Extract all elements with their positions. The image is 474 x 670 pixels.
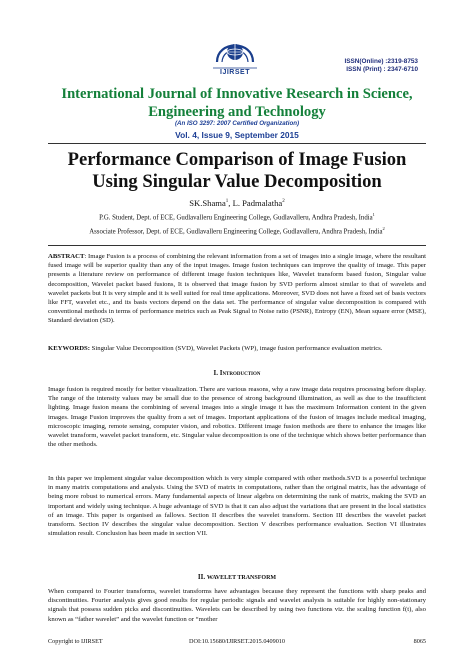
affiliation-2-mark: 2: [382, 226, 385, 231]
author-list: [0, 198, 474, 208]
issn-block: [344, 58, 418, 75]
affiliation-1-mark: 1: [372, 212, 375, 217]
keywords: [48, 344, 426, 353]
author-1-affiliation-mark: 1: [225, 199, 229, 205]
journal-name-line2: Engineering and Technology: [148, 104, 326, 120]
abstract-text: : Image Fusion is a process of combining the relevant information from a set of images into a single image, where the resultant fused image will be superior quality than any of the input images. Image fusion techniques can improve the quality of image. This paper presents a literature review on performance of different image fusion techniques like, Wavelet transform based fusion, Singular value decomposition, Wavelet packet based fusions, It is observed that image fusion by SVD perform almost similar to that of wavelets and wavelet packets but It is very simple and it is well suited for real time applications. Moreover, SVD does not have a fixed set of basis vectors like FFT, wavelet etc., and its basis vectors depend on the data set. The performance of singular value decomposition is compared with conventional methods in terms of performance metrics such as Peak Signal to Noise ratio (PSNR), Entropy (EN), Mean square error (MSE), Standard deviation (SD).: [48, 253, 426, 325]
wavelet-paragraph-1: When compared to Fourier transforms, wavelet transforms have advantages because they represent the functions with sharp peaks and discontinuities. Fourier analysis gives good results for regular periodic signals and wavelet analysis is suitable for highly non-stationary signals that possess sudden picks and discontinuities. Wavelets can be described by using two functions viz. the scaling function f(t), also known as “father wavelet” and the wavelet function or “mother: [48, 588, 426, 623]
section-1-heading: [0, 369, 474, 377]
affiliation-1: [0, 212, 474, 221]
author-2-affiliation-mark: 2: [282, 199, 285, 205]
keywords-label: KEYWORDS:: [48, 345, 90, 352]
section-1-title: Introduction: [219, 369, 261, 377]
abstract-label: ABSTRACT: [48, 253, 85, 260]
footer-page-number: 8065: [413, 638, 426, 645]
author-1: SK.Shama: [189, 198, 226, 208]
journal-name: [0, 85, 474, 121]
certification-note: (An ISO 3297: 2007 Certified Organization): [174, 120, 300, 127]
journal-logo: [205, 28, 265, 82]
paper-title-line2: Using Singular Value Decomposition: [92, 171, 382, 192]
footer-copyright: Copyright to IJIRSET: [48, 638, 103, 645]
paper-title-line1: Performance Comparison of Image Fusion: [67, 149, 407, 170]
issn-online: ISSN(Online) :2319-8753: [344, 58, 418, 65]
section-1-number: I.: [213, 369, 218, 377]
affiliation-1-text: P.G. Student, Dept. of ECE, Gudlavalleru Engineering College, Gudlavalleru, Andhra Pradesh, India: [99, 214, 373, 222]
issn-print: ISSN (Print) : 2347-6710: [346, 66, 418, 74]
journal-name-line1: International Journal of Innovative Research in Science,: [61, 86, 413, 102]
intro-paragraph-1: Image fusion is required mostly for better visualization. There are various reasons, why a raw image data requires processing before display. The range of the intensity values may be small due to the presence of strong background illumination, as well as due to the insufficient lighting. Image fusion means the combining of several images into a single image it has the maximum Information content in the given images. Image Fusion improves the quality from a set of images. Important applications of the fusion of images include medical imaging, microscopic imaging, remote sensing, computer vision, and robotics. Different image fusion methods are there to enhance the images like wavelet transform, wavelet packet transform, etc. Singular value decomposition is one of the technique which shows better performance than the other methods.: [48, 386, 426, 449]
header-divider: [48, 143, 426, 144]
author-2: , L. Padmalatha: [228, 198, 283, 208]
logo-text: IJIRSET: [220, 69, 250, 76]
section-2-heading: [0, 573, 474, 581]
title-divider: [48, 245, 426, 246]
affiliation-2: [0, 226, 474, 235]
keywords-text: Singular Value Decomposition (SVD), Wavelet Packets (WP), image fusion performance evaluation metrics.: [90, 345, 383, 352]
section-2-number: II.: [197, 573, 206, 581]
paper-title: [0, 149, 474, 193]
affiliation-2-text: Associate Professor, Dept. of ECE, Gudlavalleru Engineering College, Gudlavalleru, Andhra Pradesh, India: [89, 228, 383, 236]
intro-paragraph-2: In this paper we implement singular value decomposition which is very simple compared with other methods.SVD is a powerful technique in many matrix computations and analysis. Using the SVD of matrix in computations, rather than the original matrix, has the advantage of being more robust to numerical errors. Many fundamental aspects of linear algebra on determining the rank of matrix, making the SVD an important and widely using technique. A huge advantage of SVD is that it can also adjust the variations that are present in the local statistics of an image. This paper is organised as fallows. Section II describes the wavelet transform. Section III describes the wavelet packet transform. Section IV describes the singular value decomposition. Section V describes performance evaluation. Section VI illustrates simulation result. Conclusion has been made in section VII.: [48, 475, 426, 538]
footer-doi: DOI:10.15680/IJIRSET.2015.0409010: [189, 638, 285, 645]
volume-issue: Vol. 4, Issue 9, September 2015: [175, 130, 299, 140]
section-2-title: WAVELET TRANSFORM: [206, 575, 277, 581]
abstract: [48, 252, 426, 326]
